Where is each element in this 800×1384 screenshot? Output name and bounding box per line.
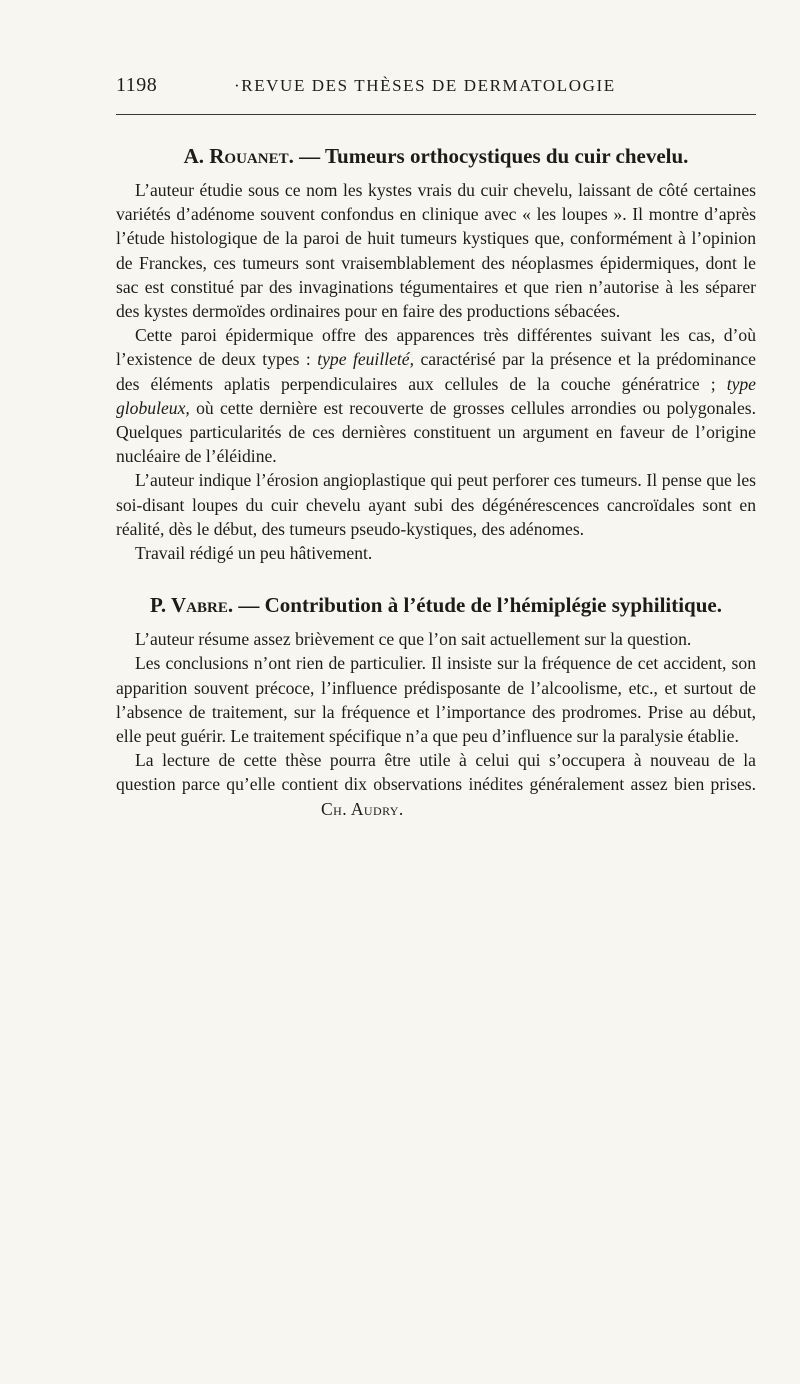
italic-term: type feuilleté,	[317, 349, 415, 370]
paragraph	[116, 468, 756, 541]
paragraph-text: L’auteur étudie sous ce nom les kystes vrais du cuir chevelu, laissant de côté certaines variétés d’adénome souvent confondus en clinique avec « les loupes ». Il montre d’après l’étude histologique de la paroi de huit tumeurs kystiques que, conformément à l’opinion de Franckes, ces tumeurs sont vraisemblablement des néoplasmes épidermiques, dont le sac est constitué par des invaginations tégumentaires et que rien n’autorise à les séparer des kystes dermoïdes ordinaires pour en faire des productions sébacées.	[116, 180, 756, 322]
running-head	[116, 74, 756, 102]
reviewer-signature: Ch. Audry.	[321, 798, 404, 819]
paragraph-text: Cette paroi épidermique offre des apparences très différentes suivant les cas, d’où l’existence de deux types :	[116, 325, 756, 370]
page-number: 1198	[116, 74, 158, 96]
article-heading	[116, 591, 756, 619]
section-spacer	[116, 565, 756, 591]
italic-term: type globuleux,	[116, 373, 756, 418]
paragraph	[116, 651, 756, 748]
paragraph-text: caractérisé par la présence et la prédominance des éléments aplatis perpendiculaires aux cellules de la couche génératrice ;	[116, 349, 756, 394]
paragraph-text: où cette dernière est recouverte de grosses cellules arrondies ou polygonales. Quelques particularités de ces dernières constituent un argument en faveur de l’origine nucléaire de l’éléidine.	[116, 397, 756, 467]
article-title: Tumeurs orthocystiques du cuir chevelu.	[324, 144, 689, 168]
paragraph	[116, 323, 756, 468]
heading-dash: —	[299, 144, 321, 168]
header-rule	[116, 114, 756, 115]
page-content	[116, 142, 756, 821]
review-article-rouanet	[116, 142, 756, 565]
paragraph	[116, 178, 756, 323]
paragraph	[116, 541, 756, 565]
paragraph-text: L’auteur résume assez brièvement ce que l’on sait actuellement sur la question.	[135, 629, 692, 650]
paragraph-text: Travail rédigé un peu hâtivement.	[135, 543, 373, 564]
article-author: A. Rouanet.	[183, 144, 294, 168]
paragraph-text: Les conclusions n’ont rien de particulier. Il insiste sur la fréquence de cet accident, son apparition souvent précoce, l’influence prédisposante de l’alcoolisme, etc., et surtout de l’absence de traitement, sur la fréquence et l’importance des prodromes. Prise au début, elle peut guérir. Le traitement spécifique n’a que peu d’influence sur la paralysie établie.	[116, 653, 756, 747]
paragraph-text: L’auteur indique l’érosion angioplastique qui peut perforer ces tumeurs. Il pense que les soi-disant loupes du cuir chevelu ayant subi des dégénérescences cancroïdales sont en réalité, dès le début, des tumeurs pseudo-kystiques, des adénomes.	[116, 470, 756, 539]
paragraph	[116, 748, 756, 821]
journal-title: ·REVUE DES THÈSES DE DERMATOLOGIE	[234, 76, 616, 95]
paragraph	[116, 627, 756, 651]
article-author: P. Vabre.	[150, 593, 234, 618]
review-article-vabre	[116, 591, 756, 821]
heading-dash: —	[238, 593, 260, 618]
paragraph-text: La lecture de cette thèse pourra être utile à celui qui s’occupera à nouveau de la question parce qu’elle contient dix observations inédites généralement assez bien prises.	[116, 750, 756, 795]
article-heading	[116, 142, 756, 170]
article-title: Contribution à l’étude de l’hémiplégie syphilitique.	[264, 593, 722, 618]
